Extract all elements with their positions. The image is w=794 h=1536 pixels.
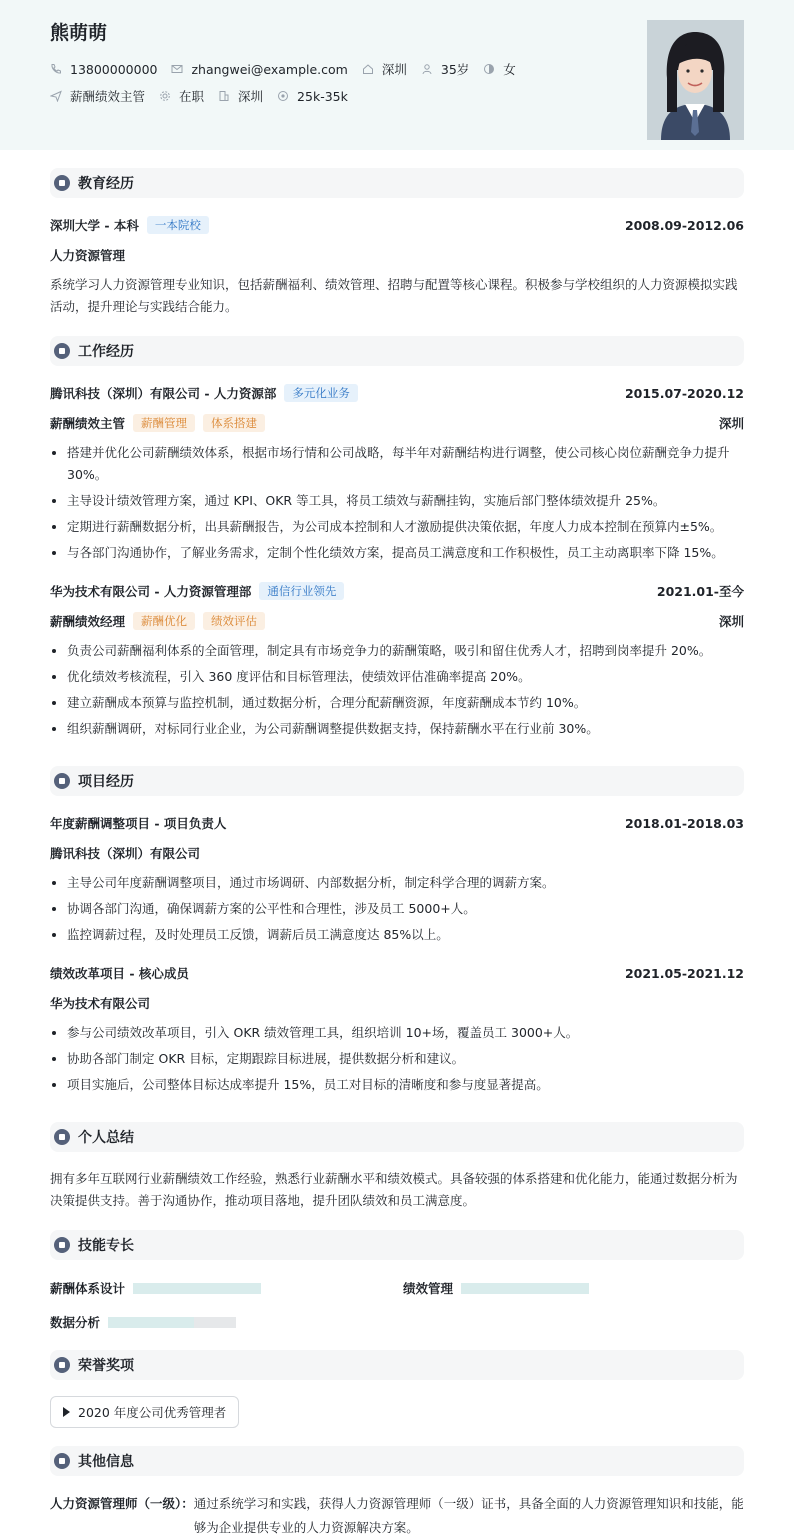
- project-title-row: [50, 814, 744, 832]
- gender-item: [483, 60, 516, 78]
- skill-bar-fill: [108, 1317, 194, 1328]
- education-desc: 系统学习人力资源管理专业知识，包括薪酬福利、绩效管理、招聘与配置等核心课程。积极参与学校组织的人力资源模拟实践活动，提升理论与实践结合能力。: [50, 277, 738, 314]
- other-value: 通过系统学习和实践，获得人力资源管理师（一级）证书，具备全面的人力资源管理知识和技能，能够为企业提供专业的人力资源解决方案。: [193, 1496, 744, 1535]
- location-text: 深圳: [381, 62, 407, 77]
- skill-bar: [108, 1317, 236, 1328]
- age-text: 35岁: [440, 62, 470, 77]
- section-work: [50, 336, 744, 366]
- email-text: zhangwei@example.com: [191, 61, 348, 77]
- position-item: [50, 87, 145, 105]
- list-item: 负责公司薪酬福利体系的全面管理，制定具有市场竞争力的薪酬策略，吸引和留住优秀人才，招聘到岗率提升 20%。: [50, 640, 744, 662]
- award-icon: [54, 1357, 70, 1373]
- list-item: 定期进行薪酬数据分析，出具薪酬报告，为公司成本控制和人才激励提供决策依据，年度人力成本控制在预算内±5%。: [50, 516, 744, 538]
- mail-icon: [171, 63, 183, 75]
- section-title: 工作经历: [78, 344, 134, 360]
- user-icon: [421, 63, 433, 75]
- role-tag: 绩效评估: [203, 612, 265, 630]
- skill-item: [50, 1279, 261, 1297]
- gender-text: 女: [503, 62, 516, 77]
- honor-text: 2020 年度公司优秀管理者: [78, 1405, 227, 1420]
- project-company: 腾讯科技（深圳）有限公司: [50, 846, 201, 861]
- skill-name: 薪酬体系设计: [50, 1281, 126, 1296]
- section-project: [50, 766, 744, 796]
- section-skills: [50, 1230, 744, 1260]
- phone-text: 13800000000: [70, 61, 158, 77]
- salary-text: 25k-35k: [297, 88, 348, 104]
- list-item: 组织薪酬调研，对标同行业企业，为公司薪酬调整提供数据支持，保持薪酬水平在行业前 30%。: [50, 718, 744, 740]
- company-tag: 通信行业领先: [259, 582, 344, 600]
- resume-header: [0, 0, 794, 150]
- position-text: 薪酬绩效主管: [70, 89, 146, 104]
- status-text: 在职: [179, 89, 205, 104]
- work-date: 2015.07-2020.12: [624, 385, 744, 401]
- skill-item: [403, 1279, 589, 1297]
- project-company: 华为技术有限公司: [50, 996, 151, 1011]
- building-icon: [218, 90, 230, 102]
- section-title: 荣誉奖项: [78, 1358, 134, 1374]
- education-date: 2008.09-2012.06: [624, 217, 744, 233]
- gear-icon: [159, 90, 171, 102]
- section-honors: [50, 1350, 744, 1380]
- profile-photo: [647, 20, 744, 140]
- avatar-illustration: [647, 20, 744, 140]
- phone-item: [50, 62, 157, 77]
- project-title: 绩效改革项目 - 核心成员: [50, 966, 189, 981]
- company-name: 腾讯科技（深圳）有限公司 - 人力资源部: [50, 386, 277, 401]
- list-item: 主导公司年度薪酬调整项目，通过市场调研、内部数据分析，制定科学合理的调薪方案。: [50, 872, 744, 894]
- job-row: [50, 87, 362, 105]
- skill-bar-fill: [461, 1283, 589, 1294]
- play-icon: [63, 1407, 70, 1417]
- work-date: 2021.01-至今: [656, 584, 744, 599]
- bar-chart-icon: [54, 1237, 70, 1253]
- work-role-row: [50, 414, 744, 432]
- home-icon: [362, 63, 374, 75]
- work-city: 深圳: [718, 416, 744, 431]
- section-education: [50, 168, 744, 198]
- company-tag: 多元化业务: [284, 384, 358, 402]
- list-item: 主导设计绩效管理方案，通过 KPI、OKR 等工具，将员工绩效与薪酬挂钩，实施后部门整体绩效提升 25%。: [50, 490, 744, 512]
- list-item: 建立薪酬成本预算与监控机制，通过数据分析，合理分配薪酬资源，年度薪酬成本节约 10%。: [50, 692, 744, 714]
- skill-bar: [461, 1283, 589, 1294]
- candidate-name: 熊萌萌: [50, 22, 108, 44]
- location-item: [362, 60, 407, 78]
- section-title: 项目经历: [78, 774, 134, 790]
- status-item: [159, 87, 204, 105]
- send-icon: [50, 90, 62, 102]
- project-title: 年度薪酬调整项目 - 项目负责人: [50, 816, 227, 831]
- section-title: 教育经历: [78, 176, 134, 192]
- list-item: 项目实施后，公司整体目标达成率提升 15%，员工对目标的清晰度和参与度显著提高。: [50, 1074, 744, 1096]
- info-icon: [54, 1453, 70, 1469]
- briefcase-icon: [54, 343, 70, 359]
- project-title-row: [50, 964, 744, 982]
- age-item: [421, 60, 469, 78]
- role-tag: 薪酬管理: [133, 414, 195, 432]
- salary-item: [277, 89, 348, 104]
- section-title: 技能专长: [78, 1238, 134, 1254]
- list-item: 协助各部门制定 OKR 目标，定期跟踪目标进展，提供数据分析和建议。: [50, 1048, 744, 1070]
- list-item: 协调各部门沟通，确保调薪方案的公平性和合理性，涉及员工 5000+人。: [50, 898, 744, 920]
- role-title: 薪酬绩效主管: [50, 416, 126, 431]
- city-text: 深圳: [238, 89, 264, 104]
- list-item: 与各部门沟通协作，了解业务需求，定制个性化绩效方案，提高员工满意度和工作积极性，员工主动离职率下降 15%。: [50, 542, 744, 564]
- role-tag: 薪酬优化: [133, 612, 195, 630]
- contact-row: [50, 60, 530, 78]
- gender-icon: [483, 63, 495, 75]
- school-tag: 一本院校: [147, 216, 209, 234]
- list-item: 参与公司绩效改革项目，引入 OKR 绩效管理工具，组织培训 10+场，覆盖员工 3000+人。: [50, 1022, 744, 1044]
- phone-icon: [50, 63, 62, 75]
- list-item: 搭建并优化公司薪酬绩效体系，根据市场行情和公司战略，每半年对薪酬结构进行调整，使公司核心岗位薪酬竞争力提升30%。: [50, 442, 744, 486]
- other-key: 人力资源管理师（一级）：: [50, 1496, 194, 1511]
- section-title: 个人总结: [78, 1130, 134, 1146]
- major: 人力资源管理: [50, 248, 126, 263]
- skill-bar-fill: [133, 1283, 261, 1294]
- honor-item[interactable]: [50, 1396, 239, 1428]
- list-item: 优化绩效考核流程，引入 360 度评估和目标管理法，使绩效评估准确率提高 20%。: [50, 666, 744, 688]
- summary-text: 拥有多年互联网行业薪酬绩效工作经验，熟悉行业薪酬水平和绩效模式。具备较强的体系搭建和优化能力，能通过数据分析为决策提供支持。善于沟通协作，推动项目落地，提升团队绩效和员工满意度。: [50, 1171, 738, 1208]
- other-info: [50, 1492, 744, 1536]
- graduation-cap-icon: [54, 175, 70, 191]
- city-item: [218, 87, 263, 105]
- skill-item: [50, 1313, 236, 1331]
- email-item: [171, 62, 347, 77]
- section-summary: [50, 1122, 744, 1152]
- company-name: 华为技术有限公司 - 人力资源管理部: [50, 584, 252, 599]
- role-tag: 体系搭建: [203, 414, 265, 432]
- skill-name: 绩效管理: [403, 1281, 454, 1296]
- list-item: 监控调薪过程，及时处理员工反馈，调薪后员工满意度达 85%以上。: [50, 924, 744, 946]
- project-date: 2018.01-2018.03: [624, 815, 744, 831]
- skill-bar: [133, 1283, 261, 1294]
- section-other: [50, 1446, 744, 1476]
- section-title: 其他信息: [78, 1454, 134, 1470]
- coin-icon: [277, 90, 289, 102]
- education-row: [50, 216, 744, 234]
- grid-icon: [54, 773, 70, 789]
- person-icon: [54, 1129, 70, 1145]
- work-role-row: [50, 612, 744, 630]
- work-city: 深圳: [718, 614, 744, 629]
- work-company-row: [50, 582, 744, 600]
- skill-name: 数据分析: [50, 1315, 101, 1330]
- work-company-row: [50, 384, 744, 402]
- school-name: 深圳大学 - 本科: [50, 218, 139, 233]
- role-title: 薪酬绩效经理: [50, 614, 126, 629]
- project-date: 2021.05-2021.12: [624, 965, 744, 981]
